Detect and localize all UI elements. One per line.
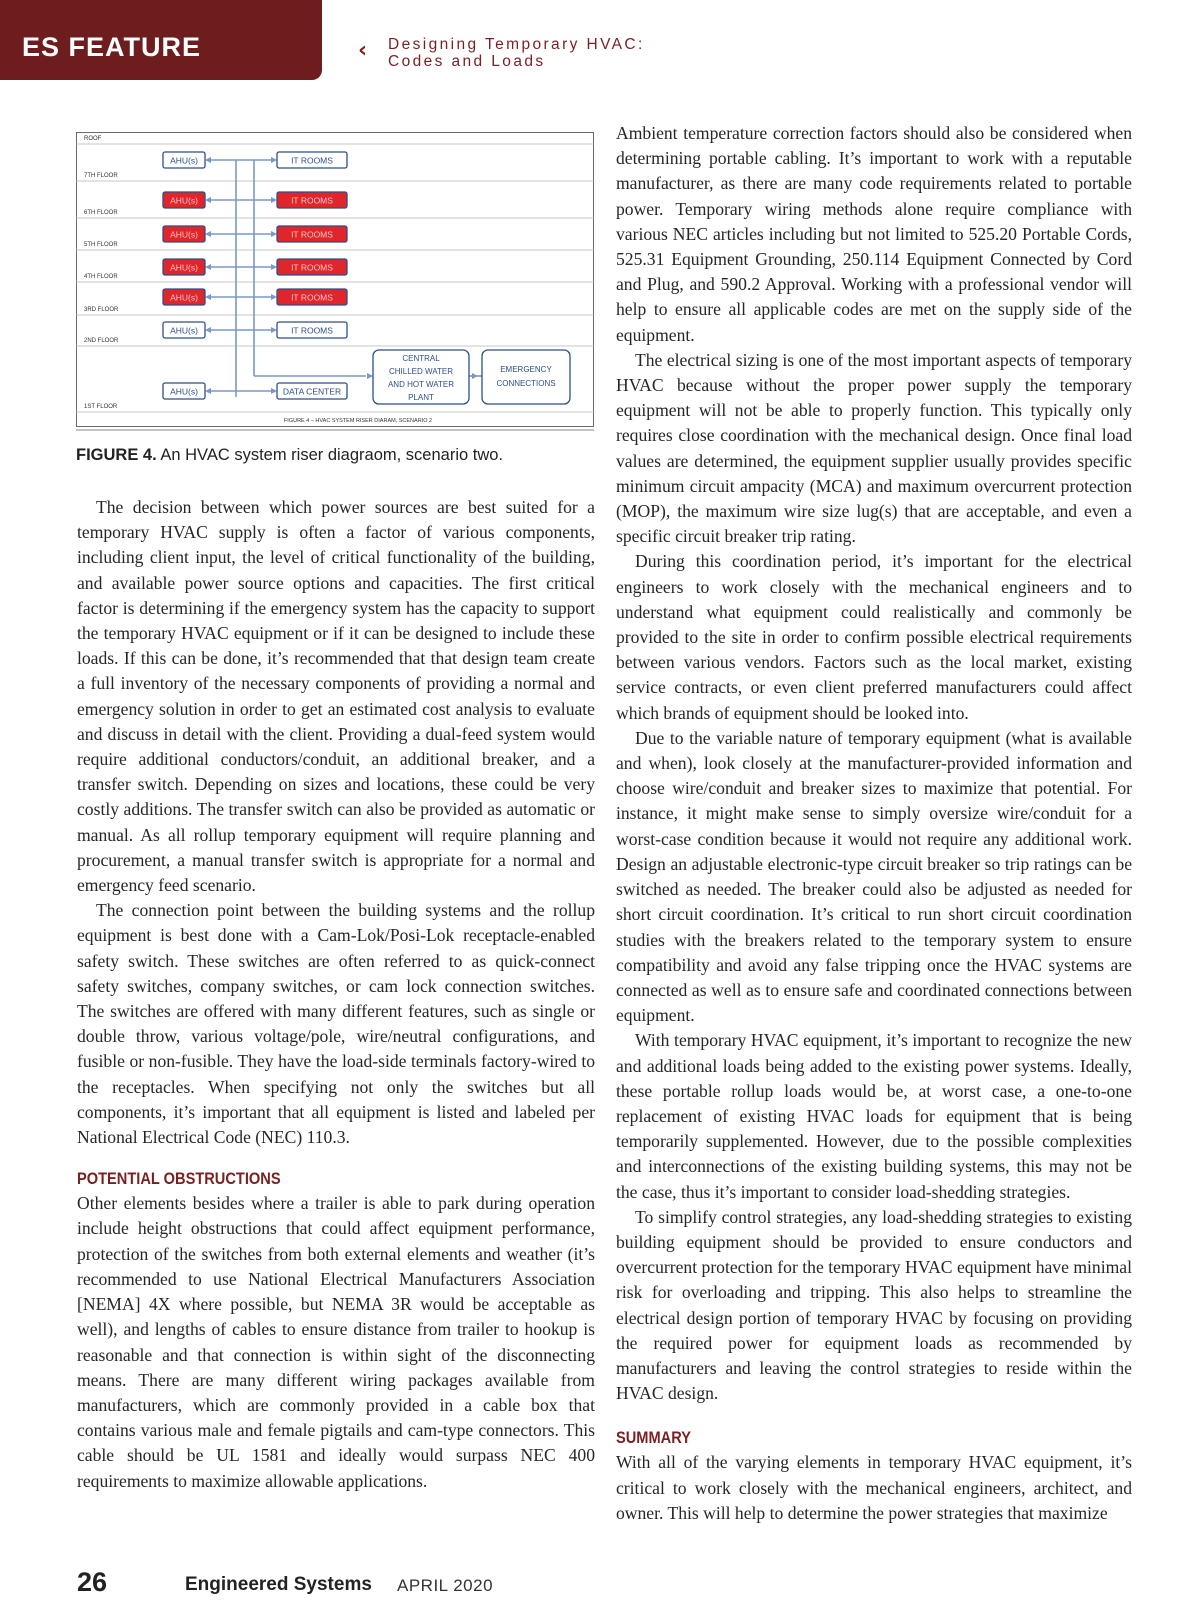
figure-caption <box>76 446 503 465</box>
emergency-line-2: CONNECTIONS <box>496 379 556 388</box>
issue-date: APRIL 2020 <box>397 1576 494 1595</box>
central-plant-line-1: CENTRAL <box>402 354 440 363</box>
right-paragraph-4: Due to the variable nature of temporary equipment (what is available and when), look closely at the manufacturer-provided information and choose wire/conduit and breaker sizes to maximize that potential. For instance, it might make sense to simply oversize wire/conduit for a worst-case condition because it would not require any additional work. Design an adjustable electronic-type circuit breaker so trip ratings can be switched as needed. The breaker could also be adjusted as needed for short circuit coordination. It’s critical to run short circuit coordination studies with the breakers related to the temporary system to ensure compatibility and avoid any false tripping once the HVAC systems are connected as well as to ensure safe and coordinated connections between equipment. <box>616 727 1132 1026</box>
floor-label-6: 6TH FLOOR <box>84 210 118 216</box>
right-paragraph-7: With all of the varying elements in temporary HVAC equipment, it’s critical to work closely with the mechanical engineers, architect, and owner. This will help to determine the power strategies that maximize <box>616 1452 1132 1523</box>
right-paragraph-2: The electrical sizing is one of the most important aspects of temporary HVAC because without the proper power supply the temporary equipment will not be able to properly function. This typically only requires close coordination with the mechanical design. Once final load values are determined, the equipment supplier usually provides specific minimum circuit ampacity (MCA) and maximum overcurrent protection (MOP), the maximum wire size lug(s) that are acceptable, and even a specific circuit breaker trip rating. <box>616 349 1132 547</box>
floor-label-roof: ROOF <box>84 136 102 142</box>
left-paragraph-2: The connection point between the building systems and the rollup equipment is best done with a Cam-Lok/Posi-Lok receptacle-enabled safety switch. These switches are often referred to as quick-connect safety switches, company switches, or cam lock connection switches. The switches are offered with many different features, such as single or double throw, various voltage/pole, wire/neutral configurations, and fusible or non-fusible. They have the load-side terminals factory-wired to the receptacles. When specifying not only the switches but all components, it’s important that all equipment is listed and labeled per National Electrical Code (NEC) 110.3. <box>77 900 595 1148</box>
ahu-label-1: AHU(s) <box>170 386 198 397</box>
floor-label-1: 1ST FLOOR <box>84 404 118 410</box>
breadcrumb-line-1: Designing Temporary HVAC: <box>388 36 645 53</box>
it-rooms-label-6: IT ROOMS <box>291 195 333 206</box>
floor-label-3: 3RD FLOOR <box>84 307 119 313</box>
figure-caption-text: An HVAC system riser diagraom, scenario two. <box>156 446 504 464</box>
data-center-label: DATA CENTER <box>282 386 342 397</box>
floor-label-7: 7TH FLOOR <box>84 173 118 179</box>
page-number: 26 <box>77 1567 108 1597</box>
floor-label-4: 4TH FLOOR <box>84 274 118 280</box>
it-rooms-label-3: IT ROOMS <box>291 292 333 303</box>
central-plant-line-4: PLANT <box>408 393 434 402</box>
left-column <box>77 495 595 1494</box>
it-rooms-label-2: IT ROOMS <box>291 325 333 336</box>
it-rooms-label-7: IT ROOMS <box>291 155 333 166</box>
magazine-name: Engineered Systems <box>185 1574 372 1595</box>
it-rooms-label-4: IT ROOMS <box>291 262 333 273</box>
it-rooms-label-5: IT ROOMS <box>291 229 333 240</box>
emergency-connections-box <box>482 350 570 404</box>
ahu-label-5: AHU(s) <box>170 229 198 240</box>
central-plant-line-3: AND HOT WATER <box>387 380 455 389</box>
ahu-label-4: AHU(s) <box>170 262 198 273</box>
ahu-label-6: AHU(s) <box>170 195 198 206</box>
section-tab-label: ES FEATURE <box>22 32 202 62</box>
figure-inner-caption: FIGURE 4 – HVAC SYSTEM RISER DIARAM, SCENARIO 2 <box>283 418 433 424</box>
floor-label-5: 5TH FLOOR <box>84 242 118 248</box>
chevron-left-icon[interactable]: ‹ <box>358 38 368 63</box>
summary-heading: SUMMARY <box>616 1428 691 1448</box>
riser-diagram <box>76 132 594 440</box>
section-tab <box>0 0 322 80</box>
ahu-label-2: AHU(s) <box>170 325 198 336</box>
emergency-line-1: EMERGENCY <box>500 365 552 374</box>
figure-caption-label: FIGURE 4. <box>76 446 157 464</box>
right-column <box>616 121 1132 1526</box>
left-paragraph-1: The decision between which power sources are best suited for a temporary HVAC supply is often a factor of various components, including client input, the level of critical functionality of the building, and available power source options and capacities. The first critical factor is determining if the emergency system has the capacity to support the temporary HVAC equipment or if it can be designed to include these loads. If this can be done, it’s recommended that that design team create a full inventory of the necessary components of providing a normal and emergency solution in order to get an estimated cost analysis to evaluate and discuss in detail with the client. Providing a dual-feed system would require additional conductors/conduit, an additional breaker, and a transfer switch. Depending on sizes and locations, these could be very costly additions. The transfer switch can also be provided as automatic or manual. As all rollup temporary equipment will require planning and procurement, a manual transfer switch is appropriate for a normal and emergency feed scenario. <box>77 497 595 896</box>
right-paragraph-1: Ambient temperature correction factors should also be considered when determining portable cabling. It’s important to work with a reputable manufacturer, as there are many code requirements related to portable power. Temporary wiring methods alone require compliance with various NEC articles including but not limited to 525.20 Portable Cords, 525.31 Equipment Grounding, 250.114 Equipment Connected by Cord and Plug, and 590.2 Approval. Working with a professional vendor will help to ensure all applicable codes are met on the supply side of the equipment. <box>616 123 1132 345</box>
right-paragraph-3: During this coordination period, it’s important for the electrical engineers to work closely with the mechanical engineers and to understand what equipment could realistically and commonly be provided to the site in order to confirm possible electrical requirements between various vendors. Factors such as the local market, existing service contracts, or even client preferred manufacturers could affect which brands of equipment should be looked into. <box>616 551 1132 723</box>
right-paragraph-6: To simplify control strategies, any load-shedding strategies to existing building equipment should be provided to ensure conductors and overcurrent protection for the temporary HVAC equipment have minimal risk for overloading and tripping. This also helps to streamline the electrical design portion of temporary HVAC by focusing on providing the required power for equipment loads as recommended by manufacturers and leaving the control strategies to reside within the HVAC design. <box>616 1206 1132 1404</box>
potential-obstructions-heading: POTENTIAL OBSTRUCTIONS <box>77 1169 281 1189</box>
floor-label-2: 2ND FLOOR <box>84 338 119 344</box>
central-plant-line-2: CHILLED WATER <box>388 367 454 376</box>
left-paragraph-3: Other elements besides where a trailer is able to park during operation include height obstructions that could affect equipment performance, protection of the switches from both external elements and weather (it’s recommended to use National Electrical Manufacturers Association [NEMA] 4X where possible, but NEMA 3R would be acceptable as well), and lengths of cables to ensure distance from trailer to hookup is reasonable and that connection is within sight of the disconnecting means. There are many different wiring packages available from manufacturers, which are commonly provided in a cable box that contains various male and female pigtails and cam-type connectors. This cable should be UL 1581 and ideally would surpass NEC 400 requirements to maximize allowable applications. <box>77 1193 595 1491</box>
ahu-label-7: AHU(s) <box>170 155 198 166</box>
right-paragraph-5: With temporary HVAC equipment, it’s important to recognize the new and additional loads being added to the existing power systems. Ideally, these portable rollup loads would be, at worst case, a one-to-one replacement of existing HVAC loads for equipment that is being temporarily supplemented. However, due to the possible complexities and interconnections of the existing building systems, this may not be the case, thus it’s important to consider load-shedding strategies. <box>616 1030 1132 1202</box>
breadcrumb[interactable] <box>388 36 645 70</box>
breadcrumb-line-2: Codes and Loads <box>388 53 546 70</box>
ahu-label-3: AHU(s) <box>170 292 198 303</box>
